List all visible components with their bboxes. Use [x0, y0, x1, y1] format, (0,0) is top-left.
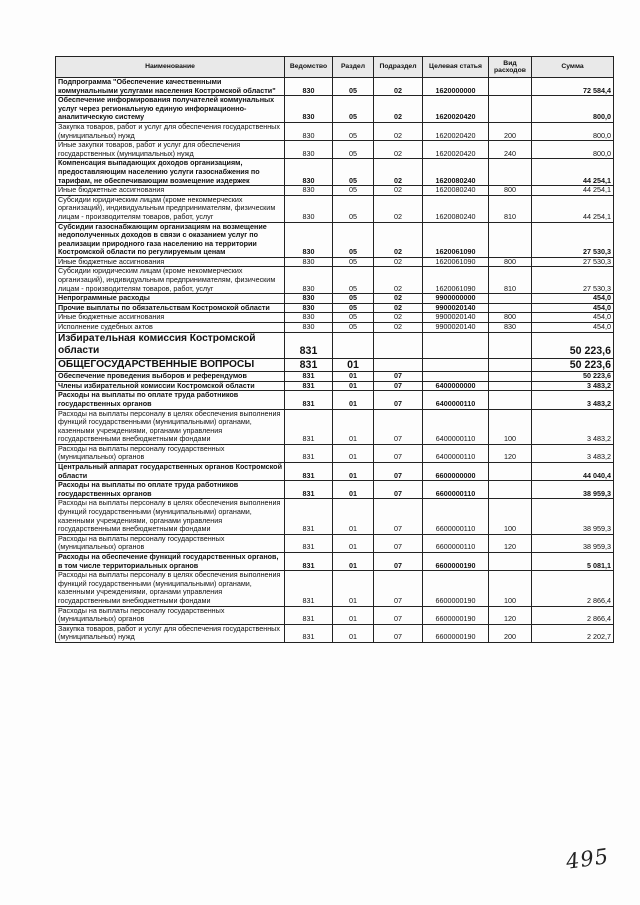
- table-body: [56, 78, 614, 643]
- cell-name: Расходы на обеспечение функций государственных органов, в том числе территориальных органов: [56, 553, 285, 571]
- cell-amount: 2 866,4: [532, 606, 614, 624]
- cell-department: 830: [285, 257, 333, 267]
- cell-amount: 38 959,3: [532, 481, 614, 499]
- cell-amount: 38 959,3: [532, 534, 614, 552]
- cell-expense-type: [489, 159, 532, 186]
- cell-name: Расходы на выплаты персоналу в целях обеспечения выполнения функций государственными (муниципальными) органами, казенными учреждениями, органами управления государственными внебюджетными фондами: [56, 499, 285, 534]
- cell-subsection: [374, 332, 423, 358]
- cell-department: 830: [285, 96, 333, 123]
- table-row: [56, 444, 614, 462]
- cell-subsection: 02: [374, 141, 423, 159]
- cell-subsection: 07: [374, 624, 423, 642]
- cell-section: 05: [333, 186, 374, 196]
- cell-target-item: 1620000000: [423, 78, 489, 96]
- cell-name: Субсидии газоснабжающим организациям на возмещение недополученных доходов в связи с оказанием услуг по реализации природного газа населению на территории Костромской области по регулируемым ценам: [56, 222, 285, 257]
- cell-name: Субсидии юридическим лицам (кроме некоммерческих организаций), индивидуальным предпринимателям, физическим лицам - производителям товаров, работ, услуг: [56, 267, 285, 294]
- cell-target-item: 1620061090: [423, 267, 489, 294]
- table-row: [56, 499, 614, 534]
- cell-target-item: 6400000000: [423, 381, 489, 391]
- cell-expense-type: [489, 553, 532, 571]
- cell-section: 01: [333, 534, 374, 552]
- cell-expense-type: [489, 294, 532, 304]
- cell-section: 05: [333, 257, 374, 267]
- cell-section: 01: [333, 553, 374, 571]
- cell-amount: 800,0: [532, 141, 614, 159]
- cell-expense-type: 800: [489, 313, 532, 323]
- cell-target-item: 6600000190: [423, 624, 489, 642]
- header-section: Раздел: [333, 57, 374, 78]
- table-row: [56, 463, 614, 481]
- cell-subsection: 07: [374, 444, 423, 462]
- cell-department: 831: [285, 444, 333, 462]
- cell-target-item: 1620061090: [423, 257, 489, 267]
- cell-target-item: 6600000190: [423, 553, 489, 571]
- cell-name: Расходы на выплаты по оплате труда работников государственных органов: [56, 481, 285, 499]
- cell-subsection: 02: [374, 303, 423, 313]
- table-row: [56, 267, 614, 294]
- cell-target-item: 1620080240: [423, 159, 489, 186]
- cell-department: 830: [285, 195, 333, 222]
- cell-department: 831: [285, 624, 333, 642]
- cell-amount: 44 254,1: [532, 195, 614, 222]
- cell-expense-type: 200: [489, 624, 532, 642]
- cell-target-item: 1620080240: [423, 195, 489, 222]
- table-row: [56, 606, 614, 624]
- cell-section: 05: [333, 159, 374, 186]
- cell-subsection: 07: [374, 553, 423, 571]
- cell-subsection: 07: [374, 391, 423, 409]
- cell-amount: 50 223,6: [532, 372, 614, 382]
- cell-name: Иные бюджетные ассигнования: [56, 257, 285, 267]
- cell-target-item: 6600000190: [423, 571, 489, 606]
- cell-department: 831: [285, 481, 333, 499]
- cell-target-item: 9900020140: [423, 303, 489, 313]
- cell-amount: 3 483,2: [532, 381, 614, 391]
- cell-section: 05: [333, 141, 374, 159]
- table-row: [56, 332, 614, 358]
- cell-amount: 72 584,4: [532, 78, 614, 96]
- cell-name: Расходы на выплаты персоналу в целях обеспечения выполнения функций государственными (муниципальными) органами, казенными учреждениями, органами управления государственными внебюджетными фондами: [56, 409, 285, 444]
- cell-department: 831: [285, 391, 333, 409]
- cell-name: Расходы на выплаты персоналу государственных (муниципальных) органов: [56, 444, 285, 462]
- cell-amount: 27 530,3: [532, 267, 614, 294]
- cell-expense-type: [489, 391, 532, 409]
- cell-amount: 44 254,1: [532, 159, 614, 186]
- cell-target-item: 6400000110: [423, 391, 489, 409]
- table-row: [56, 553, 614, 571]
- cell-expense-type: 100: [489, 499, 532, 534]
- cell-section: 01: [333, 463, 374, 481]
- cell-section: 01: [333, 409, 374, 444]
- cell-subsection: 02: [374, 222, 423, 257]
- table-row: [56, 78, 614, 96]
- cell-target-item: 6600000190: [423, 606, 489, 624]
- cell-subsection: 07: [374, 571, 423, 606]
- header-name: Наименование: [56, 57, 285, 78]
- cell-amount: 454,0: [532, 294, 614, 304]
- cell-department: 831: [285, 499, 333, 534]
- cell-subsection: 02: [374, 294, 423, 304]
- cell-target-item: 6600000000: [423, 463, 489, 481]
- cell-department: 831: [285, 534, 333, 552]
- cell-amount: 800,0: [532, 96, 614, 123]
- cell-section: 01: [333, 624, 374, 642]
- cell-subsection: 07: [374, 372, 423, 382]
- cell-expense-type: [489, 372, 532, 382]
- cell-expense-type: 120: [489, 606, 532, 624]
- cell-expense-type: [489, 381, 532, 391]
- cell-target-item: 6600000110: [423, 481, 489, 499]
- cell-target-item: 9900020140: [423, 313, 489, 323]
- table-row: [56, 303, 614, 313]
- header-amount: Сумма: [532, 57, 614, 78]
- cell-expense-type: 800: [489, 257, 532, 267]
- cell-department: 830: [285, 294, 333, 304]
- cell-section: 01: [333, 606, 374, 624]
- cell-target-item: 1620020420: [423, 141, 489, 159]
- cell-section: 01: [333, 571, 374, 606]
- table-row: [56, 381, 614, 391]
- cell-name: Подпрограмма "Обеспечение качественными коммунальными услугами населения Костромской области": [56, 78, 285, 96]
- table-row: [56, 159, 614, 186]
- cell-section: 05: [333, 313, 374, 323]
- cell-department: 830: [285, 313, 333, 323]
- cell-section: 05: [333, 96, 374, 123]
- table-row: [56, 313, 614, 323]
- cell-section: 05: [333, 195, 374, 222]
- cell-expense-type: 800: [489, 186, 532, 196]
- cell-amount: 50 223,6: [532, 332, 614, 358]
- header-target-item: Целевая статья: [423, 57, 489, 78]
- cell-section: 05: [333, 323, 374, 333]
- cell-subsection: 07: [374, 606, 423, 624]
- cell-department: 830: [285, 303, 333, 313]
- cell-expense-type: [489, 303, 532, 313]
- cell-department: 830: [285, 267, 333, 294]
- cell-section: 01: [333, 391, 374, 409]
- cell-amount: 454,0: [532, 313, 614, 323]
- cell-section: 01: [333, 381, 374, 391]
- cell-amount: 2 866,4: [532, 571, 614, 606]
- cell-expense-type: 810: [489, 267, 532, 294]
- cell-amount: 44 040,4: [532, 463, 614, 481]
- cell-department: 830: [285, 122, 333, 140]
- cell-department: 831: [285, 553, 333, 571]
- table-row: [56, 409, 614, 444]
- cell-name: Компенсация выпадающих доходов организациям, предоставляющим населению услуги газоснабжения по тарифам, не обеспечивающим возмещение издержек: [56, 159, 285, 186]
- cell-subsection: 07: [374, 499, 423, 534]
- cell-amount: 44 254,1: [532, 186, 614, 196]
- cell-subsection: 02: [374, 267, 423, 294]
- cell-subsection: 02: [374, 96, 423, 123]
- cell-name: Обеспечение проведения выборов и референдумов: [56, 372, 285, 382]
- table-row: [56, 358, 614, 372]
- cell-name: Субсидии юридическим лицам (кроме некоммерческих организаций), индивидуальным предпринимателям, физическим лицам - производителям товаров, работ, услуг: [56, 195, 285, 222]
- cell-name: Иные закупки товаров, работ и услуг для обеспечения государственных (муниципальных) нужд: [56, 141, 285, 159]
- table-row: [56, 294, 614, 304]
- cell-section: 05: [333, 294, 374, 304]
- cell-target-item: 6400000110: [423, 409, 489, 444]
- cell-department: 831: [285, 571, 333, 606]
- cell-target-item: 6400000110: [423, 444, 489, 462]
- cell-subsection: 02: [374, 122, 423, 140]
- cell-expense-type: 810: [489, 195, 532, 222]
- cell-name: ОБЩЕГОСУДАРСТВЕННЫЕ ВОПРОСЫ: [56, 358, 285, 372]
- cell-department: 830: [285, 323, 333, 333]
- cell-subsection: 02: [374, 195, 423, 222]
- cell-name: Центральный аппарат государственных органов Костромской области: [56, 463, 285, 481]
- cell-name: Избирательная комиссия Костромской области: [56, 332, 285, 358]
- table-header-row: [56, 57, 614, 78]
- cell-target-item: 6600000110: [423, 534, 489, 552]
- cell-amount: 5 081,1: [532, 553, 614, 571]
- cell-subsection: 07: [374, 409, 423, 444]
- cell-amount: 38 959,3: [532, 499, 614, 534]
- cell-department: 831: [285, 409, 333, 444]
- cell-expense-type: [489, 463, 532, 481]
- cell-subsection: 07: [374, 463, 423, 481]
- cell-expense-type: 120: [489, 534, 532, 552]
- cell-name: Иные бюджетные ассигнования: [56, 186, 285, 196]
- cell-target-item: 1620080240: [423, 186, 489, 196]
- table-row: [56, 195, 614, 222]
- cell-subsection: 07: [374, 534, 423, 552]
- cell-expense-type: 830: [489, 323, 532, 333]
- cell-subsection: 02: [374, 313, 423, 323]
- cell-expense-type: 100: [489, 409, 532, 444]
- cell-department: 830: [285, 186, 333, 196]
- cell-department: 831: [285, 606, 333, 624]
- table-row: [56, 624, 614, 642]
- cell-name: Закупка товаров, работ и услуг для обеспечения государственных (муниципальных) нужд: [56, 624, 285, 642]
- table-row: [56, 372, 614, 382]
- cell-department: 830: [285, 141, 333, 159]
- table-row: [56, 534, 614, 552]
- header-subsection: Подраздел: [374, 57, 423, 78]
- cell-expense-type: 100: [489, 571, 532, 606]
- cell-subsection: [374, 358, 423, 372]
- cell-expense-type: [489, 481, 532, 499]
- cell-name: Обеспечение информирования получателей коммунальных услуг через региональную единую информационно-аналитическую систему: [56, 96, 285, 123]
- cell-expense-type: [489, 222, 532, 257]
- cell-department: 830: [285, 78, 333, 96]
- table-row: [56, 222, 614, 257]
- cell-department: 830: [285, 222, 333, 257]
- cell-section: 05: [333, 78, 374, 96]
- cell-expense-type: [489, 332, 532, 358]
- cell-expense-type: 120: [489, 444, 532, 462]
- cell-section: [333, 332, 374, 358]
- cell-amount: 27 530,3: [532, 257, 614, 267]
- cell-target-item: 9900000000: [423, 294, 489, 304]
- cell-name: Расходы на выплаты персоналу государственных (муниципальных) органов: [56, 606, 285, 624]
- table-row: [56, 122, 614, 140]
- page-number: 495: [564, 844, 611, 874]
- table-row: [56, 141, 614, 159]
- cell-expense-type: [489, 358, 532, 372]
- cell-name: Расходы на выплаты по оплате труда работников государственных органов: [56, 391, 285, 409]
- cell-amount: 454,0: [532, 323, 614, 333]
- cell-expense-type: [489, 78, 532, 96]
- cell-department: 831: [285, 463, 333, 481]
- table-row: [56, 96, 614, 123]
- cell-section: 05: [333, 222, 374, 257]
- cell-section: 05: [333, 267, 374, 294]
- table-row: [56, 323, 614, 333]
- cell-expense-type: 200: [489, 122, 532, 140]
- cell-amount: 3 483,2: [532, 391, 614, 409]
- table-row: [56, 571, 614, 606]
- cell-amount: 2 202,7: [532, 624, 614, 642]
- cell-subsection: 02: [374, 159, 423, 186]
- cell-section: 01: [333, 372, 374, 382]
- cell-department: 831: [285, 332, 333, 358]
- cell-section: 05: [333, 122, 374, 140]
- cell-subsection: 07: [374, 481, 423, 499]
- cell-amount: 27 530,3: [532, 222, 614, 257]
- table-row: [56, 391, 614, 409]
- cell-section: 01: [333, 444, 374, 462]
- cell-name: Члены избирательной комиссии Костромской области: [56, 381, 285, 391]
- cell-amount: 454,0: [532, 303, 614, 313]
- table-row: [56, 481, 614, 499]
- cell-target-item: 1620020420: [423, 122, 489, 140]
- cell-department: 831: [285, 372, 333, 382]
- cell-subsection: 02: [374, 78, 423, 96]
- cell-name: Расходы на выплаты персоналу государственных (муниципальных) органов: [56, 534, 285, 552]
- cell-target-item: [423, 332, 489, 358]
- cell-target-item: 1620020420: [423, 96, 489, 123]
- cell-section: 05: [333, 303, 374, 313]
- cell-expense-type: 240: [489, 141, 532, 159]
- cell-name: Непрограммные расходы: [56, 294, 285, 304]
- cell-amount: 3 483,2: [532, 444, 614, 462]
- cell-section: 01: [333, 481, 374, 499]
- cell-subsection: 07: [374, 381, 423, 391]
- budget-table: [55, 56, 614, 643]
- header-department: Ведомство: [285, 57, 333, 78]
- cell-subsection: 02: [374, 186, 423, 196]
- cell-target-item: 6600000110: [423, 499, 489, 534]
- cell-amount: 800,0: [532, 122, 614, 140]
- cell-department: 830: [285, 159, 333, 186]
- table-row: [56, 257, 614, 267]
- table-row: [56, 186, 614, 196]
- cell-expense-type: [489, 96, 532, 123]
- cell-name: Прочие выплаты по обязательствам Костромской области: [56, 303, 285, 313]
- cell-name: Закупка товаров, работ и услуг для обеспечения государственных (муниципальных) нужд: [56, 122, 285, 140]
- cell-department: 831: [285, 381, 333, 391]
- cell-section: 01: [333, 358, 374, 372]
- cell-target-item: 9900020140: [423, 323, 489, 333]
- cell-amount: 3 483,2: [532, 409, 614, 444]
- header-expense-type: Вид расходов: [489, 57, 532, 78]
- cell-name: Расходы на выплаты персоналу в целях обеспечения выполнения функций государственными (муниципальными) органами, казенными учреждениями, органами управления государственными внебюджетными фондами: [56, 571, 285, 606]
- cell-target-item: [423, 358, 489, 372]
- cell-target-item: 1620061090: [423, 222, 489, 257]
- cell-target-item: [423, 372, 489, 382]
- cell-amount: 50 223,6: [532, 358, 614, 372]
- cell-department: 831: [285, 358, 333, 372]
- cell-subsection: 02: [374, 323, 423, 333]
- cell-name: Иные бюджетные ассигнования: [56, 313, 285, 323]
- cell-section: 01: [333, 499, 374, 534]
- cell-subsection: 02: [374, 257, 423, 267]
- cell-name: Исполнение судебных актов: [56, 323, 285, 333]
